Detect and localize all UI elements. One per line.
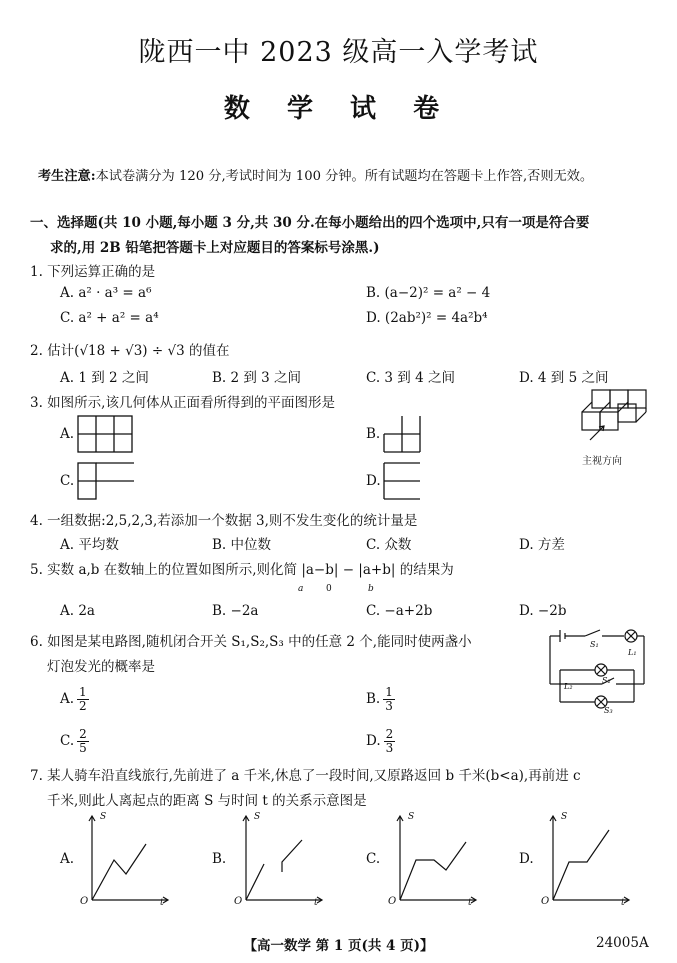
exam-subtitle: 数 学 试 卷 <box>223 94 454 124</box>
q1-stem: 1. 下列运算正确的是 <box>30 264 156 280</box>
q7-graph-d <box>547 812 632 907</box>
q6-option-b-fraction <box>383 686 395 713</box>
q6-option-c-letter: C. <box>60 733 75 749</box>
q2-option-b: B. 2 到 3 之间 <box>212 370 302 386</box>
q4-option-c: C. 众数 <box>366 537 412 553</box>
q3-solid-figure <box>578 388 658 448</box>
q3-option-b: B. <box>366 426 381 442</box>
q4-option-a: A. 平均数 <box>60 537 119 553</box>
q7-d-origin: O <box>541 896 550 907</box>
q7-graph-a <box>86 812 171 907</box>
q3-option-c: C. <box>60 473 75 489</box>
q7-b-s-label: S <box>254 812 261 822</box>
q6-b-numerator: 1 <box>385 685 393 699</box>
q4-stem: 4. 一组数据:2,5,2,3,若添加一个数据 3,则不发生变化的统计量是 <box>30 513 418 529</box>
q3-option-d: D. <box>366 473 381 489</box>
q6-d-denominator: 3 <box>385 741 394 755</box>
q6-c-numerator: 2 <box>79 727 87 741</box>
q4-option-b: B. 中位数 <box>212 537 272 553</box>
q6-option-b <box>366 686 395 713</box>
section-line-2: 求的,用 2B 铅笔把答题卡上对应题目的答案标号涂黑.) <box>50 240 380 256</box>
q6-stem-line-2: 灯泡发光的概率是 <box>47 659 155 675</box>
q6-stem-line-1: 6. 如图是某电路图,随机闭合开关 S₁,S₂,S₃ 中的任意 2 个,能同时使两盏小 <box>30 634 472 650</box>
q6-option-d <box>366 728 395 755</box>
q6-c-denominator: 5 <box>79 741 87 755</box>
q7-stem-line-2: 千米,则此人离起点的距离 S 与时间 t 的关系示意图是 <box>47 793 367 809</box>
q6-option-d-letter: D. <box>366 733 381 749</box>
q6-b-denominator: 3 <box>385 699 393 713</box>
q7-d-s-label: S <box>561 812 568 822</box>
q1-option-b: B. (a−2)² = a² − 4 <box>366 285 491 301</box>
q5-axis-label-0: 0 <box>326 584 332 594</box>
q1-option-c: C. a² + a² = a⁴ <box>60 310 159 326</box>
q7-option-b: B. <box>212 851 227 867</box>
q3-option-a: A. <box>60 426 75 442</box>
q2-option-d: D. 4 到 5 之间 <box>519 370 609 386</box>
section-line-1: 一、选择题(共 10 小题,每小题 3 分,共 30 分.在每小题给出的四个选项中,只有一项是符合要 <box>30 215 590 231</box>
notice-label: 考生注意: <box>38 169 96 184</box>
q6-option-a-letter: A. <box>60 691 75 707</box>
q3-stem: 3. 如图所示,该几何体从正面看所得到的平面图形是 <box>30 395 335 411</box>
q2-stem: 2. 估计(√18 + √3) ÷ √3 的值在 <box>30 343 230 359</box>
q5-option-a: A. 2a <box>60 603 95 619</box>
q5-stem: 5. 实数 a,b 在数轴上的位置如图所示,则化简 |a−b| − |a+b| 的结果为 <box>30 562 454 578</box>
q6-s2-label: S₂ <box>602 676 611 685</box>
q4-option-d: D. 方差 <box>519 537 565 553</box>
q6-option-a <box>60 686 89 713</box>
page-footer: 【高一数学 第 1 页(共 4 页)】 <box>243 938 434 954</box>
q6-option-c-fraction <box>77 728 89 755</box>
exam-title: 陇西一中 2023 级高一入学考试 <box>138 37 539 68</box>
q7-b-t-label: t <box>314 898 318 908</box>
q7-b-origin: O <box>234 896 243 907</box>
q7-a-t-label: t <box>160 898 164 908</box>
q3-figure-b <box>384 415 424 455</box>
q6-option-a-fraction <box>77 686 89 713</box>
notice-text: 本试卷满分为 120 分,考试时间为 100 分钟。所有试题均在答题卡上作答,否则无效。 <box>95 169 594 184</box>
q2-option-a: A. 1 到 2 之间 <box>60 370 149 386</box>
q7-graph-b <box>240 812 325 907</box>
q7-option-d: D. <box>519 851 534 867</box>
q7-c-origin: O <box>388 896 397 907</box>
q6-l2-label: L₂ <box>564 682 573 691</box>
q7-a-s-label: S <box>100 812 107 822</box>
q7-a-origin: O <box>80 896 89 907</box>
q6-s1-label: S₁ <box>590 640 599 649</box>
q6-option-c <box>60 728 89 755</box>
q6-option-d-fraction <box>384 728 396 755</box>
q5-axis-label-a: a <box>298 584 304 594</box>
q3-figure-d <box>384 462 424 502</box>
q6-a-denominator: 2 <box>79 699 87 713</box>
q5-option-c: C. −a+2b <box>366 603 433 619</box>
q7-option-a: A. <box>60 851 75 867</box>
q5-axis-label-b: b <box>368 584 374 594</box>
q6-l1-label: L₁ <box>628 648 637 657</box>
q3-figure-a <box>78 415 138 455</box>
section-heading <box>30 211 652 261</box>
q1-option-d: D. (2ab²)² = 4a²b⁴ <box>366 310 488 326</box>
q7-graph-c <box>394 812 479 907</box>
q3-view-direction-label: 主视方向 <box>582 456 622 467</box>
q6-option-b-letter: B. <box>366 691 381 707</box>
q7-c-t-label: t <box>468 898 472 908</box>
q7-stem-line-1: 7. 某人骑车沿直线旅行,先前进了 a 千米,休息了一段时间,又原路返回 b 千米(b<a),再前进 c <box>30 768 581 784</box>
notice <box>38 165 593 184</box>
q6-a-numerator: 1 <box>79 685 87 699</box>
q6-s3-label: S₃ <box>604 706 613 715</box>
q6-d-numerator: 2 <box>385 727 394 741</box>
paper-code: 24005A <box>596 935 649 951</box>
q2-option-c: C. 3 到 4 之间 <box>366 370 455 386</box>
q7-c-s-label: S <box>408 812 415 822</box>
q5-option-d: D. −2b <box>519 603 567 619</box>
q5-option-b: B. −2a <box>212 603 259 619</box>
q7-d-t-label: t <box>621 898 625 908</box>
q3-figure-c <box>78 462 138 502</box>
q1-option-a: A. a² · a³ = a⁶ <box>60 285 152 301</box>
q7-option-c: C. <box>366 851 381 867</box>
